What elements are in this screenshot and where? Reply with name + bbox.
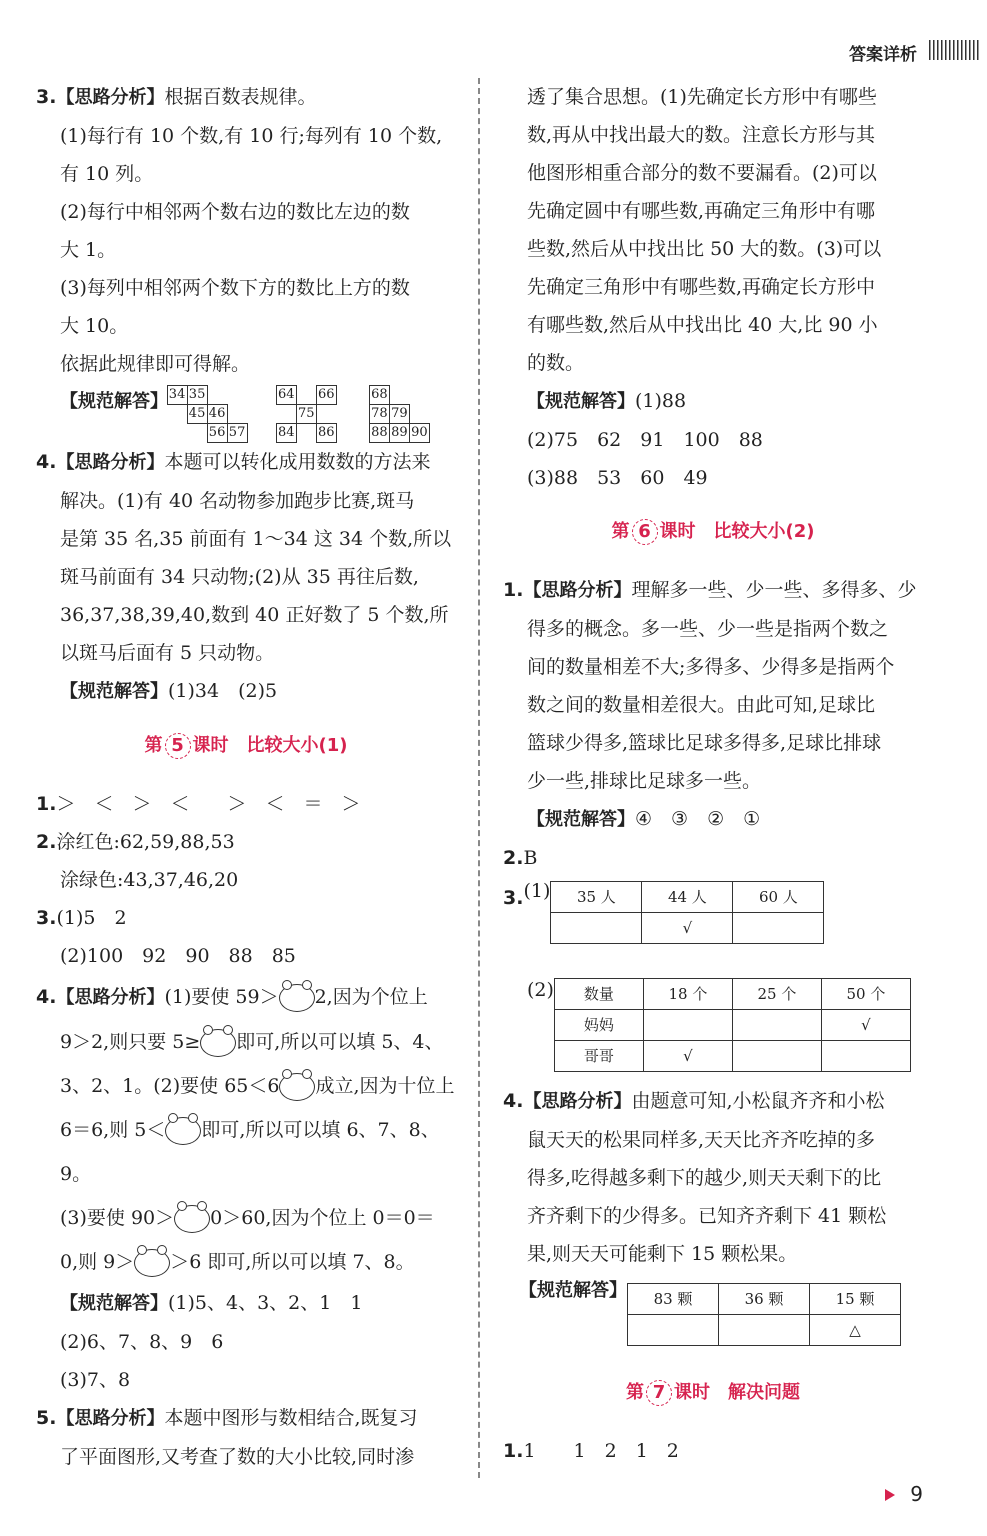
hundred-grid-answers: 【规范解答】 34 35 45 46 56 57 64 66 75 84 86 68 78 79 88 89 90 <box>36 383 456 443</box>
bear-blank-icon <box>174 1205 210 1233</box>
column-divider <box>478 78 480 1478</box>
table-1-block: 3. (1) 35 人 44 人 60 人 √ <box>503 879 923 944</box>
question-4: 4.【思路分析】本题可以转化成用数数的方法来 解决。(1)有 40 名动物参加跑步比赛,斑马 是第 35 名,35 前面有 1～34 这 34 个数,所以 斑马前面有 34 只动物;(2)从 35 再往后数, 36,37,38,39,40,数到 40 正好数了 5 个数,所 以斑马后面有 5 只动物。 【规范解答】(1)34 (2)5 <box>36 451 452 702</box>
bear-blank-icon <box>279 1073 315 1101</box>
lesson6-question-4: 4.【思路分析】由题意可知,小松鼠齐齐和小松 鼠天天的松果同样多,天天比齐齐吃掉的多 得多,吃得越多剩下的越少,则天天剩下的比 齐齐剩下的少得多。已知齐齐剩下 41 颗松 果,则天天可能剩下 15 颗松果。 <box>503 1090 887 1265</box>
header-title: 答案详析 <box>849 45 917 65</box>
lesson-7-title: 第 7 课时 解决问题 <box>503 1374 923 1412</box>
bear-blank-icon <box>279 984 315 1012</box>
question-3: 3.【思路分析】根据百数表规律。 (1)每行有 10 个数,有 10 行;每列有 10 个数, 有 10 列。 (2)每行中相邻两个数右边的数比左边的数 大 1。 (3)每列中相邻两个数下方的数比上方的数 大 10。 依据此规律即可得解。 【规范解答】 34 35 45 46 56 57 64 66 75 84 86 68 78 79 88 89 90 <box>36 78 456 443</box>
answer-table-2: 数量 18 个 25 个 50 个 妈妈 √ 哥哥 √ <box>554 978 911 1072</box>
page-number: 9 <box>910 1482 923 1506</box>
table-2-block: (2) 数量 18 个 25 个 50 个 妈妈 √ 哥哥 √ <box>503 978 923 1072</box>
page-arrow-icon <box>885 1489 895 1501</box>
bear-blank-icon <box>165 1117 201 1145</box>
grid-group-2: 64 66 75 84 86 <box>276 383 363 443</box>
bear-blank-icon <box>200 1029 236 1057</box>
grid-group-3: 68 78 79 88 89 90 <box>369 383 456 443</box>
table-3-block: 【规范解答】 83 颗 36 颗 15 颗 △ <box>503 1279 923 1346</box>
answer-table-1: 35 人 44 人 60 人 √ <box>550 881 824 944</box>
grid-group-1: 34 35 45 46 56 57 <box>167 383 254 443</box>
lesson-5-title: 第 5 课时 比较大小(1) <box>36 727 456 765</box>
left-column: 3.【思路分析】根据百数表规律。 (1)每行有 10 个数,有 10 行;每列有 10 个数, 有 10 列。 (2)每行中相邻两个数右边的数比左边的数 大 1。 (3)每列中相邻两个数下方的数比上方的数 大 10。 依据此规律即可得解。 【规范解答】 34 35 45 46 56 57 64 66 75 84 86 68 78 79 88 89 90 4.【思路分析】本题可以转化成用数数的方法来 解决。(1)有 40 名动物参加跑步比赛,斑马 是第 35 名,35 前面有 1～34 这 34 个数,所以 斑马前面有 34 只动物;(2)从 35 再往后数, 36,37,38,39,40,数到 40 正好数了 5 个数,所 以斑马后面有 5 只动物。 【规范解答】(1)34 (2)5 第 5 课时 比较大小(1) 1.＞ ＜ ＞ ＜ ＞ ＜ ＝ ＞ 2.涂红色:62,59,88,53 涂绿色:43,37,46,20 3.(1)5 2 (2)100 92 90 88 85 4.【思路分析】(1)要使 59＞ 2,因为个位上 9＞2,则只要 5≥ 即可,所以可以填 5、4、 3、2、1。(2)要使 65＜6 成立,因为十位上 6＝6,则 5＜ 即可,所以可以填 6、7、8、9。 (3)要使 90＞ 0＞60,因为个位上 0＝0＝ 0,则 9＞ ＞6 即可,所以可以填 7、8。 【规范解答】(1)5、4、3、2、1 1 (2)6、7、8、9 6 (3)7、8 5.【思路分析】本题中图形与数相结合,既复习 了平面图形,又考查了数的大小比较,同时渗 <box>36 78 456 1476</box>
lesson-6-title: 第 6 课时 比较大小(2) <box>503 513 923 551</box>
right-column: 透了集合思想。(1)先确定长方形中有哪些 数,再从中找出最大的数。注意长方形与其 他图形相重合部分的数不要漏看。(2)可以 先确定圆中有哪些数,再确定三角形中有哪 些数,然后从中找出比 50 大的数。(3)可以 先确定三角形中有哪些数,再确定长方形中 有哪些数,然后从中找出比 40 大,比 90 小 的数。 【规范解答】(1)88 (2)75 62 91 100 88 (3)88 53 60 49 第 6 课时 比较大小(2) 1.【思路分析】理解多一些、少一些、多得多、少 得多的概念。多一些、少一些是指两个数之 间的数量相差不大;多得多、少得多是指两个 数之间的数量相差很大。由此可知,足球比 篮球少得多,篮球比足球多得多,足球比排球 少一些,排球比足球多一些。 【规范解答】④ ③ ② ① 2.B 3. (1) 35 人 44 人 60 人 √ (2) 数量 18 个 25 个 50 个 妈妈 √ 哥哥 √ 4.【思路分析】由题意可知,小松鼠齐齐和小松 鼠天天的松果同样多,天天比齐齐吃掉的多 得多,吃得越多剩下的越少,则天天剩下的比 齐齐剩下的少得多。已知齐齐剩下 41 颗松 果,则天天可能剩下 15 颗松果。 【规范解答】 83 颗 36 颗 15 颗 △ 第 7 课时 解决问题 1.1 1 2 1 2 <box>503 78 923 1470</box>
bear-blank-icon <box>134 1249 170 1277</box>
lesson5-question-4: 4.【思路分析】(1)要使 59＞ 2,因为个位上 9＞2,则只要 5≥ 即可,所以可以填 5、4、 3、2、1。(2)要使 65＜6 成立,因为十位上 6＝6,则 5＜ 即可,所以可以填 6、7、8、9。 (3)要使 90＞ 0＞60,因为个位上 0＝0＝ 0,则 9＞ ＞6 即可,所以可以填 7、8。 <box>36 975 456 1284</box>
header-decoration <box>929 40 981 60</box>
answer-table-3: 83 颗 36 颗 15 颗 △ <box>627 1283 901 1346</box>
